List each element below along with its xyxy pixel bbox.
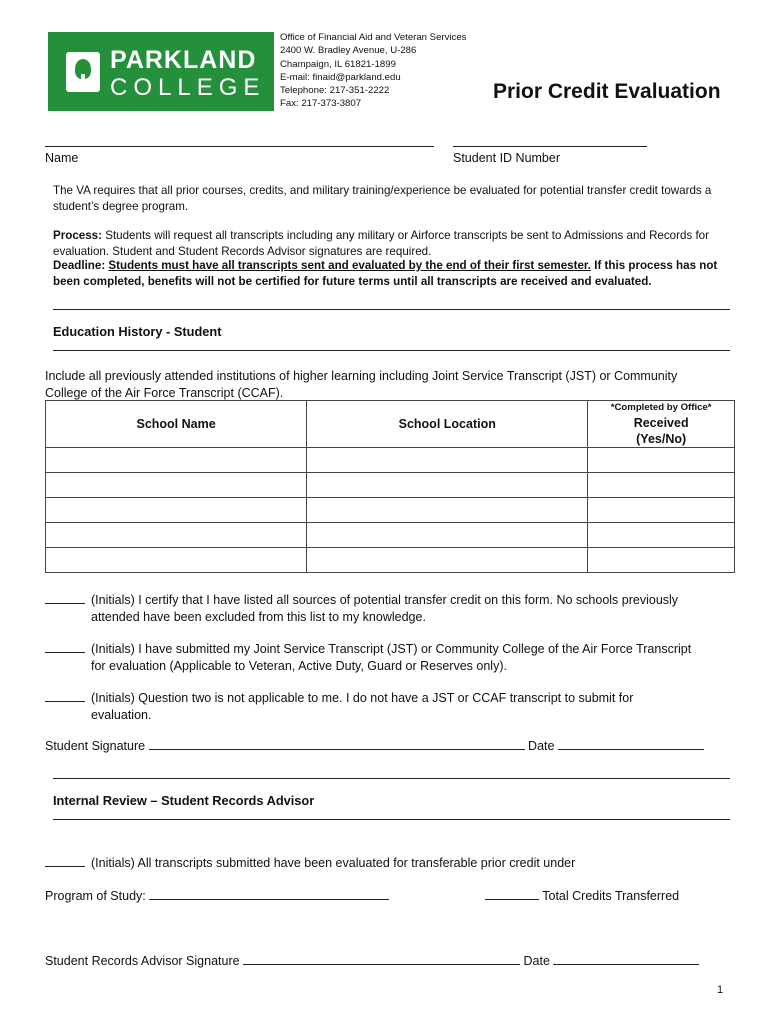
education-history-title: Education History - Student — [53, 324, 222, 339]
table-row — [46, 548, 735, 573]
program-of-study-row — [45, 888, 389, 905]
section-divider — [53, 778, 730, 779]
received-cell[interactable] — [588, 448, 735, 473]
office-email: E-mail: finaid@parkland.edu — [280, 71, 401, 83]
deadline-rest-text: If this process has not been completed, benefits will not be certified for future terms until all transcripts are received and evaluated. — [53, 259, 718, 288]
advisor-signature-row — [45, 953, 699, 970]
student-id-label: Student ID Number — [453, 151, 560, 165]
school-name-cell[interactable] — [46, 523, 307, 548]
advisor-date-field[interactable] — [553, 953, 699, 965]
student-signature-row — [45, 738, 704, 755]
office-fax: Fax: 217-373-3807 — [280, 98, 362, 110]
process-text: Students will request all transcripts including any military or Airforce transcripts be sent to Admissions and Records for evaluation. Student and Student Records Advisor signatures are required. — [53, 229, 709, 258]
student-id-field-line[interactable] — [453, 146, 647, 147]
certification-2-text: (Initials) I have submitted my Joint Service Transcript (JST) or Community College of the Air Force Transcript for evaluation (Applicable to Veteran, Active Duty, Guard or Reserves only). — [91, 642, 692, 673]
certification-1 — [45, 592, 695, 625]
school-location-cell[interactable] — [307, 498, 588, 523]
table-row — [46, 448, 735, 473]
internal-review-title: Internal Review – Student Records Advisor — [53, 793, 315, 808]
deadline-label: Deadline: — [53, 259, 106, 272]
completed-by-office-note: *Completed by Office* — [610, 401, 712, 413]
advisor-initials-field[interactable] — [45, 855, 85, 867]
column-header-school-name: School Name — [46, 401, 307, 448]
certification-2 — [45, 641, 695, 674]
education-instructions: Include all previously attended institutions of higher learning including Joint Service Transcript (JST) or Community College of the Air Force Transcript (CCAF). — [45, 369, 678, 400]
initials-field-3[interactable] — [45, 690, 85, 702]
certification-3 — [45, 690, 695, 723]
document-title: Prior Credit Evaluation — [493, 80, 721, 103]
name-label: Name — [45, 151, 79, 165]
table-row — [46, 523, 735, 548]
deadline-underlined-text: Students must have all transcripts sent and evaluated by the end of their first semester. — [108, 259, 591, 272]
section-divider — [53, 350, 730, 351]
received-label: Received — [633, 415, 689, 430]
process-label: Process: — [53, 229, 102, 242]
office-street: 2400 W. Bradley Avenue, U-286 — [280, 45, 417, 57]
office-telephone: Telephone: 217-351-2222 — [280, 85, 390, 97]
student-date-field[interactable] — [558, 738, 704, 750]
office-name: Office of Financial Aid and Veteran Services — [280, 32, 467, 43]
certification-3-text: (Initials) Question two is not applicable to me. I do not have a JST or CCAF transcript to submit for evaluation. — [91, 691, 634, 722]
va-requirement-text: The VA requires that all prior courses, credits, and military training/experience be evaluated for potential transfer credit towards a student’s degree program. — [53, 184, 712, 213]
school-location-cell[interactable] — [307, 548, 588, 573]
yes-no-label: (Yes/No) — [636, 431, 687, 446]
deadline-paragraph — [53, 258, 733, 289]
advisor-signature-field[interactable] — [243, 953, 520, 965]
advisor-initials-row — [45, 855, 575, 872]
office-contact-block — [280, 31, 466, 111]
section-divider — [53, 309, 730, 310]
initials-field-1[interactable] — [45, 592, 85, 604]
received-cell[interactable] — [588, 498, 735, 523]
page-number: 1 — [717, 984, 724, 996]
school-location-cell[interactable] — [307, 523, 588, 548]
logo-text-parkland: PARKLAND — [110, 46, 257, 74]
received-cell[interactable] — [588, 548, 735, 573]
section-divider — [53, 819, 730, 820]
student-date-label: Date — [528, 739, 555, 753]
total-credits-row — [485, 888, 679, 905]
received-cell[interactable] — [588, 523, 735, 548]
school-name-cell[interactable] — [46, 548, 307, 573]
school-name-cell[interactable] — [46, 448, 307, 473]
certification-1-text: (Initials) I certify that I have listed all sources of potential transfer credit on this form. No schools previously attended have been excluded from this list to my knowledge. — [91, 593, 679, 624]
student-signature-label: Student Signature — [45, 739, 146, 753]
advisor-date-label: Date — [523, 954, 550, 968]
parkland-college-logo — [48, 32, 274, 111]
program-of-study-label: Program of Study: — [45, 889, 146, 903]
school-name-cell[interactable] — [46, 473, 307, 498]
logo-text-college: COLLEGE — [110, 74, 266, 101]
table-row — [46, 498, 735, 523]
school-location-cell[interactable] — [307, 448, 588, 473]
tree-logo-icon — [66, 52, 100, 92]
process-paragraph — [53, 228, 733, 259]
office-city: Champaign, IL 61821-1899 — [280, 58, 396, 70]
school-location-cell[interactable] — [307, 473, 588, 498]
table-row — [46, 473, 735, 498]
received-cell[interactable] — [588, 473, 735, 498]
column-header-received — [588, 401, 735, 448]
initials-field-2[interactable] — [45, 641, 85, 653]
school-name-cell[interactable] — [46, 498, 307, 523]
advisor-initials-text: (Initials) All transcripts submitted have been evaluated for transferable prior credit under — [91, 856, 576, 870]
total-credits-label: Total Credits Transferred — [542, 889, 680, 903]
program-of-study-field[interactable] — [149, 888, 389, 900]
school-history-table — [45, 400, 735, 573]
column-header-school-location: School Location — [307, 401, 588, 448]
total-credits-field[interactable] — [485, 888, 539, 900]
name-field-line[interactable] — [45, 146, 434, 147]
student-signature-field[interactable] — [149, 738, 525, 750]
advisor-signature-label: Student Records Advisor Signature — [45, 954, 240, 968]
